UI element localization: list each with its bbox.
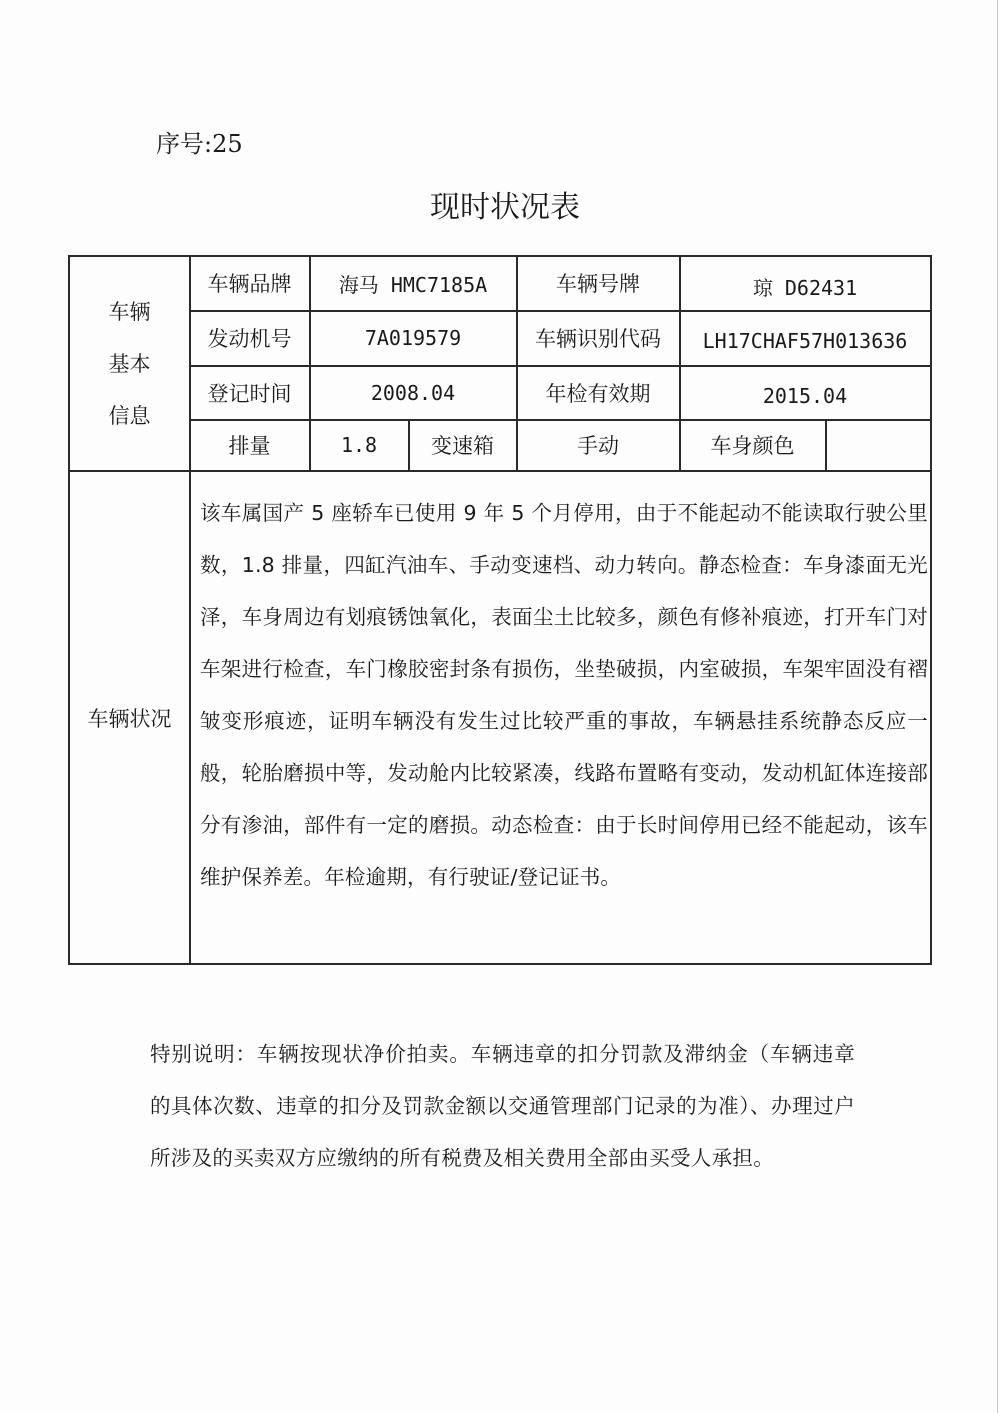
registration-value: 2008.04 — [370, 380, 456, 405]
section-label-line: 基本 — [108, 351, 151, 376]
body-color-label: 车身颜色 — [710, 434, 795, 458]
basic-info-section-label — [70, 257, 189, 470]
gearbox-value: 手动 — [577, 434, 619, 458]
plate-label: 车辆号牌 — [556, 272, 640, 296]
gearbox-label: 变速箱 — [431, 434, 494, 458]
condition-description: 该车属国产 5 座轿车已使用 9 年 5 个月停用，由于不能起动不能读取行驶公里数，1.8 排量，四缸汽油车、手动变速档、动力转向。静态检查：车身漆面无光泽，车身周边有划痕锈蚀氧化，表面尘土比较多，颜色有修补痕迹，打开车门对车架进行检查，车门橡胶密封条有损伤，坐垫破损，内室破损，车架牢固没有褶皱变形痕迹，证明车辆没有发生过比较严重的事故，车辆悬挂系统静态反应一般，轮胎磨损中等，发动舱内比较紧凑，线路布置略有变动，发动机缸体连接部分有渗油，部件有一定的磨损。动态检查：由于长时间停用已经不能起动，该车维护保养差。年检逾期，有行驶证/登记证书。 — [200, 501, 928, 889]
inspection-value: 2015.04 — [762, 383, 848, 408]
vin-value: LH17CHAF57H013636 — [702, 329, 908, 353]
vin-label: 车辆识别代码 — [535, 327, 661, 351]
registration-label: 登记时间 — [207, 381, 292, 406]
body-color-value — [826, 420, 930, 470]
section-divider — [68, 470, 931, 472]
table-border-right — [930, 255, 932, 965]
displacement-value: 1.8 — [340, 433, 378, 457]
section-label-line: 信息 — [108, 403, 151, 428]
inspection-label: 年检有效期 — [545, 381, 651, 406]
plate-value: 琼 D62431 — [752, 275, 858, 300]
serial-number: 序号:25 — [156, 130, 243, 158]
section-label-line: 车辆 — [108, 299, 151, 324]
page-title: 现时状况表 — [430, 190, 580, 225]
condition-label: 车辆状况 — [87, 706, 172, 731]
status-table — [68, 255, 931, 965]
brand-value: 海马 HMC7185A — [338, 272, 488, 297]
special-note: 特别说明：车辆按现状净价拍卖。车辆违章的扣分罚款及滞纳金（车辆违章的具体次数、违章的扣分及罚款金额以交通管理部门记录的为准）、办理过户所涉及的买卖双方应缴纳的所有税费及相关费用全部由买受人承担。 — [150, 1042, 855, 1170]
engine-value: 7A019579 — [364, 326, 462, 350]
brand-label: 车辆品牌 — [207, 272, 292, 296]
table-border-bottom — [68, 963, 931, 965]
displacement-label: 排量 — [228, 434, 271, 458]
engine-label: 发动机号 — [207, 327, 292, 351]
